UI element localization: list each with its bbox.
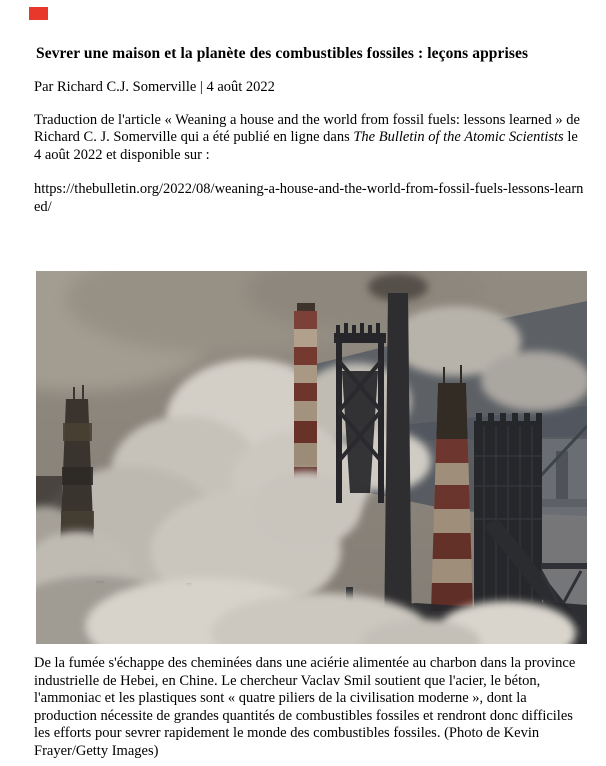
article-byline: Par Richard C.J. Somerville | 4 août 2022 [34, 79, 275, 95]
journal-name: The Bulletin of the Atomic Scientists [353, 129, 564, 146]
intro-paragraph [34, 112, 586, 165]
red-marker [29, 7, 48, 20]
article-url: https://thebulletin.org/2022/08/weaning-a-house-and-the-world-from-fossil-fuels-lessons-learned/ [34, 181, 584, 215]
intro-text-after: le 4 août 2022 et disponible sur : [34, 129, 578, 163]
photo-caption: De la fumée s'échappe des cheminées dans une aciérie alimentée au charbon dans la province industrielle de Hebei, en Chine. Le chercheur Vaclav Smil soutient que l'acier, le béton, l'ammoniac et les plastiques sont « quatre piliers de la civilisation moderne », dont la production nécessite de grandes quantités de combustibles fossiles et rendront donc difficiles les efforts pour sevrer rapidement le monde des combustibles fossiles. (Photo de Kevin Frayer/Getty Images) [34, 655, 576, 759]
intro-text-before: Traduction de l'article « Weaning a house and the world from fossil fuels: lessons learned » de Richard C. J. Somerville qui a été publié en ligne dans [34, 111, 580, 146]
article-photo [36, 271, 587, 644]
article-title: Sevrer une maison et la planète des combustibles fossiles : leçons apprises [36, 45, 529, 62]
